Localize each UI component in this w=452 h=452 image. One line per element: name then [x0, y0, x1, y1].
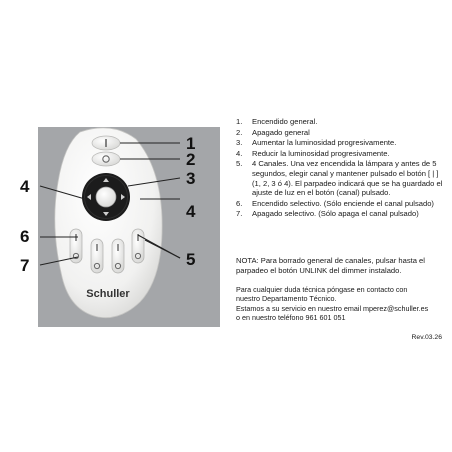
channel-button-4[interactable] [132, 229, 144, 263]
callout-1: 1 [186, 134, 196, 153]
brand-logo: Schuller [86, 288, 130, 300]
contact-line: nuestro Departamento Técnico. [236, 294, 337, 304]
callout-5: 5 [186, 250, 196, 269]
instructions-list [236, 117, 446, 220]
list-item: 5. 4 Canales. Una vez encendida la lámpara y antes de 5 segundos, elegir canal y mantener pulsado el botón [ | ] (1, 2, 3 ó 4). El parpadeo indicará que se ha guardado el ajuste de luz en el botón (canal) pulsado. [236, 159, 443, 198]
list-item: 1. Encendido general. [236, 117, 318, 126]
channel-button-3[interactable] [112, 239, 124, 273]
callout-6: 6 [20, 227, 30, 246]
list-item: 3. Aumentar la luminosidad progresivamente. [236, 138, 397, 148]
power-off-button[interactable] [92, 152, 120, 166]
brightness-dial[interactable] [82, 173, 130, 221]
list-item: 7. Apagado selectivo. (Sólo apaga el canal pulsado) [236, 209, 419, 219]
callout-4-right: 4 [186, 202, 196, 221]
contact-line: Estamos a su servicio en nuestro email mperez@schuller.es [236, 303, 429, 313]
contact-line: o en nuestro teléfono 961 601 051 [236, 313, 346, 323]
on-icon [75, 234, 76, 241]
callout-3: 3 [186, 169, 196, 188]
callout-2: 2 [186, 150, 196, 169]
list-item: 6. Encendido selectivo. (Sólo enciende el canal pulsado) [236, 198, 434, 208]
list-item: 4. Reducir la luminosidad progresivamente. [236, 148, 390, 158]
dial-center-button[interactable] [96, 187, 116, 207]
contact-info [236, 285, 446, 323]
channel-button-1[interactable] [70, 229, 82, 263]
contact-line: Para cualquier duda técnica póngase en contacto con [236, 285, 408, 294]
list-item: 2. Apagado general [236, 127, 310, 137]
callout-7: 7 [20, 256, 30, 275]
callout-4-left: 4 [20, 177, 30, 196]
on-icon [96, 244, 97, 251]
power-on-button[interactable] [92, 136, 120, 150]
channel-button-2[interactable] [91, 239, 103, 273]
on-icon [117, 244, 118, 251]
on-icon [137, 234, 138, 241]
revision-label: Rev.03.26 [411, 334, 442, 341]
note-paragraph: NOTA: Para borrado general de canales, pulsar hasta el parpadeo el botón UNLINK del dimmer instalado. [236, 256, 425, 275]
